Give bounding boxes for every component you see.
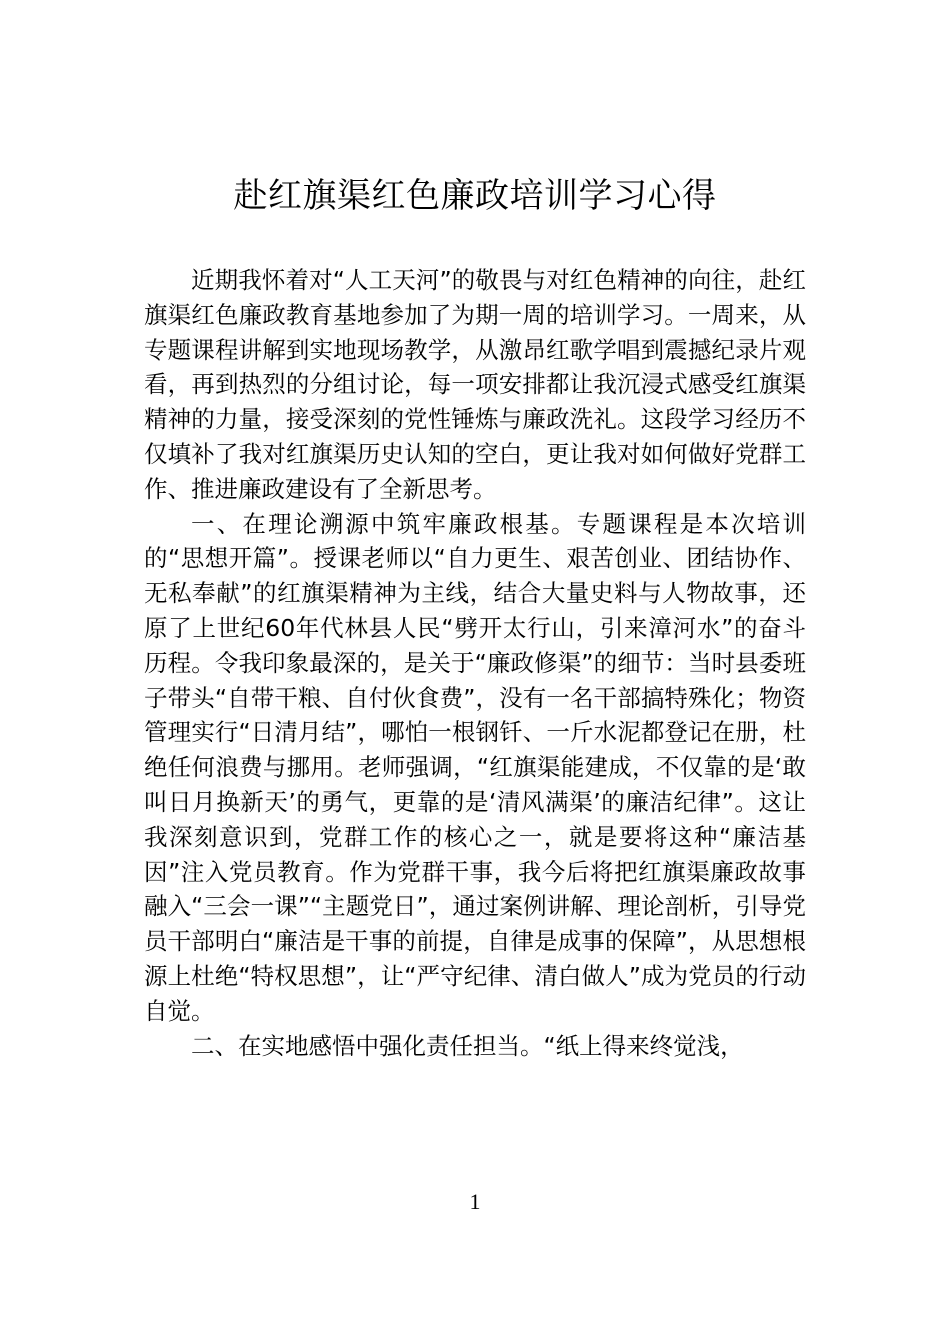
paragraph-section-two: 二、在实地感悟中强化责任担当。“纸上得来终觉浅，	[191, 1031, 744, 1060]
paragraph-intro: 近期我怀着对“人工天河”的敬畏与对红色精神的向往，赴红旗渠红色廉政教育基地参加了为期一周的培训学习。一周来，从专题课程讲解到实地现场教学，从激昂红歌学唱到震撼纪录片观看，再到热烈的分组讨论，每一项安排都让我沉浸式感受红旗渠精神的力量，接受深刻的党性锤炼与廉政洗礼。这段学习经历不仅填补了我对红旗渠历史认知的空白，更让我对如何做好党群工作、推进廉政建设有了全新思考。	[144, 266, 806, 503]
document-title: 赴红旗渠红色廉政培训学习心得	[233, 176, 717, 216]
page-number: 1	[469, 1189, 481, 1214]
document-body	[144, 263, 806, 1063]
paragraph-section-one: 一、在理论溯源中筑牢廉政根基。专题课程是本次培训的“思想开篇”。授课老师以“自力更生、艰苦创业、团结协作、无私奉献”的红旗渠精神为主线，结合大量史料与人物故事，还原了上世纪60年代林县人民“劈开太行山，引来漳河水”的奋斗历程。令我印象最深的，是关于“廉政修渠”的细节：当时县委班子带头“自带干粮、自付伙食费”，没有一名干部搞特殊化；物资管理实行“日清月结”，哪怕一根钢钎、一斤水泥都登记在册，杜绝任何浪费与挪用。老师强调，“红旗渠能建成，不仅靠的是‘敢叫日月换新天’的勇气，更靠的是‘清风满渠’的廉洁纪律”。这让我深刻意识到，党群工作的核心之一，就是要将这种“廉洁基因”注入党员教育。作为党群干事，我今后将把红旗渠廉政故事融入“三会一课”“主题党日”，通过案例讲解、理论剖析，引导党员干部明白“廉洁是干事的前提，自律是成事的保障”，从思想根源上杜绝“特权思想”，让“严守纪律、清白做人”成为党员的行动自觉。	[144, 509, 806, 1025]
